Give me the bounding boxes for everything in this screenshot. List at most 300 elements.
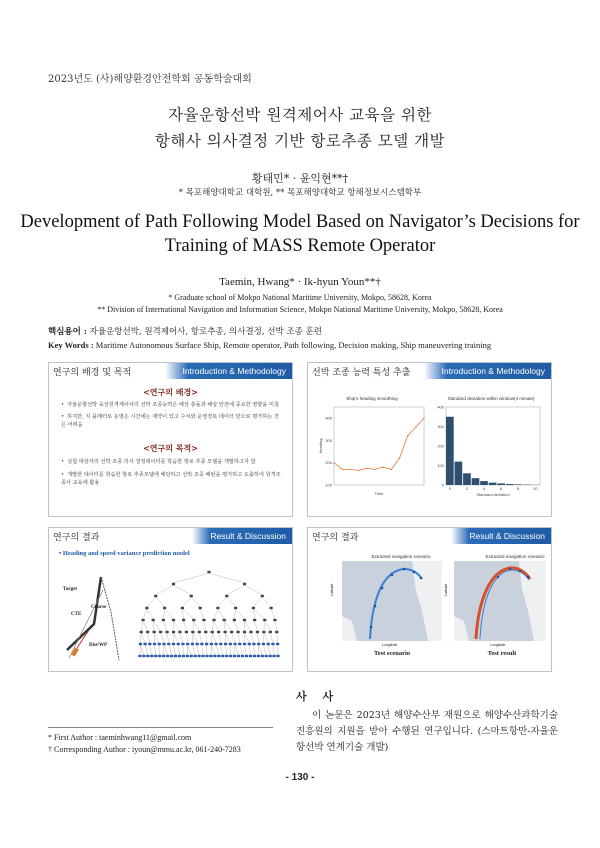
- tree-edge: [264, 633, 268, 643]
- heading-line-chart: [318, 401, 428, 501]
- tree-node: [162, 619, 165, 621]
- chart1-point: [391, 469, 392, 470]
- chart1-point: [399, 458, 400, 459]
- tree-edge: [174, 573, 210, 583]
- tree-node: [181, 643, 184, 645]
- chart2-bar: [463, 473, 471, 485]
- tree-node: [205, 643, 208, 645]
- tree-node: [211, 631, 214, 633]
- panel-title-korean: 연구의 배경 및 목적: [53, 367, 132, 378]
- tree-node: [236, 631, 239, 633]
- tree-node: [181, 607, 184, 609]
- chart2-ytick: 300: [437, 424, 444, 429]
- tree-node: [271, 643, 274, 645]
- tree-edge: [193, 621, 194, 631]
- tree-edge: [236, 609, 245, 619]
- map-test-scenario: [342, 561, 442, 641]
- tree-edge: [186, 633, 187, 643]
- tree-node: [209, 655, 212, 657]
- tree-node: [219, 643, 222, 645]
- tree-node: [196, 643, 199, 645]
- tree-node: [191, 631, 194, 633]
- map-test-result: [454, 561, 546, 641]
- tree-node: [140, 631, 143, 633]
- tree-node: [212, 619, 215, 621]
- purpose-item-2: • 개발한 데이터를 학습한 항로 추종모델에 해당하고 선박 조종 패턴을 평가하고 도출하여 원격조종사 교육에 활용: [61, 472, 281, 486]
- tree-node: [178, 655, 181, 657]
- tree-node: [243, 619, 246, 621]
- tree-node: [202, 619, 205, 621]
- tree-node: [215, 643, 218, 645]
- chart2-bar: [472, 478, 480, 485]
- tree-node: [230, 631, 233, 633]
- tree-node: [167, 643, 170, 645]
- caption-test-scenario: Test scenario: [373, 650, 411, 657]
- tree-node: [262, 643, 265, 645]
- tree-node: [198, 655, 201, 657]
- panel-title-english: Result & Discussion: [192, 528, 292, 544]
- tree-edge: [182, 609, 183, 619]
- chart1-point: [366, 468, 367, 469]
- tree-edge: [200, 609, 204, 619]
- tree-node: [154, 655, 157, 657]
- tree-edge: [234, 621, 238, 631]
- tree-node: [270, 607, 273, 609]
- decision-tree-diagram: [134, 564, 284, 668]
- tree-node: [153, 643, 156, 645]
- map1-xlabel: Longitude: [382, 643, 398, 647]
- tree-edge: [174, 621, 180, 631]
- tree-edge: [265, 621, 271, 631]
- tree-edge: [163, 621, 167, 631]
- tree-node: [252, 643, 255, 645]
- panel-title-korean: 연구의 결과: [53, 532, 100, 543]
- tree-edge: [257, 633, 258, 643]
- keywords-korean-label: 핵심용어 :: [48, 327, 87, 337]
- tree-edge: [255, 621, 258, 631]
- tree-edge: [197, 645, 199, 655]
- tree-edge: [145, 645, 148, 655]
- affiliation-english-1: * Graduate school of Mokpo National Maritime University, Mokpo, 58628, Korea: [168, 293, 432, 302]
- tree-edge: [209, 573, 245, 583]
- chart1-point: [382, 466, 383, 467]
- tree-edge: [259, 645, 263, 655]
- tree-node: [163, 607, 166, 609]
- tree-node: [177, 643, 180, 645]
- chart2-bar: [514, 484, 522, 485]
- tree-node: [261, 595, 264, 597]
- chart1-point: [350, 469, 351, 470]
- tree-node: [186, 643, 189, 645]
- footnote-corresponding-author: † Corresponding Author : iyoun@mmu.ac.kr, 061-240-7283: [48, 745, 241, 754]
- tree-node: [172, 643, 175, 645]
- tree-edge: [161, 633, 164, 643]
- tree-edge: [154, 633, 159, 643]
- tree-edge: [193, 633, 197, 643]
- tree-node: [213, 655, 216, 657]
- tree-node: [152, 619, 155, 621]
- tree-edge: [240, 645, 243, 655]
- tree-edge: [277, 633, 278, 643]
- chart2-ytick: 0: [441, 482, 444, 488]
- tree-edge: [199, 633, 202, 643]
- tree-edge: [227, 585, 245, 595]
- tree-edge: [232, 633, 235, 643]
- tree-node: [204, 631, 207, 633]
- tree-node: [243, 631, 246, 633]
- background-item-2: • 하지만, 지 플래터로 운영은 시간에는 제약이 있고 수치와 운영경로 데이터 만으로 평가하는 것은 어려움: [61, 414, 279, 428]
- tree-edge: [141, 633, 145, 643]
- tree-node: [267, 643, 270, 645]
- tree-edge: [184, 621, 187, 631]
- tree-node: [154, 595, 157, 597]
- map2-ylabel: Latitude: [444, 583, 448, 596]
- tree-node: [182, 619, 185, 621]
- map2-xlabel: Longitude: [490, 643, 506, 647]
- tree-node: [261, 655, 264, 657]
- keywords-korean-text: 자율운항선박, 원격제어사, 항로추종, 의사결정, 선박 조종 훈련: [89, 327, 322, 337]
- tree-edge: [140, 633, 141, 643]
- tree-node: [172, 631, 175, 633]
- tree-node: [224, 631, 227, 633]
- tree-edge: [140, 645, 144, 655]
- label-course: Course: [91, 605, 107, 610]
- chart1-point: [415, 426, 416, 427]
- tree-edge: [218, 609, 224, 619]
- tree-node: [174, 655, 177, 657]
- map1-ylabel: Latitude: [330, 583, 334, 596]
- tree-node: [165, 631, 168, 633]
- chart1-point: [374, 469, 375, 470]
- tree-node: [207, 571, 210, 573]
- tree-node: [199, 607, 202, 609]
- tree-node: [191, 643, 194, 645]
- keywords-korean: [48, 325, 322, 337]
- tree-node: [166, 655, 169, 657]
- tree-node: [200, 643, 203, 645]
- chart2-bar: [446, 417, 454, 485]
- tree-node: [263, 619, 266, 621]
- tree-edge: [141, 621, 143, 631]
- affiliation-english-2: ** Division of International Navigation and Information Science, Mokpo National Maritime University, Mokpo, 58628, Korea: [97, 305, 503, 314]
- keywords-english-label: Key Words :: [48, 340, 94, 350]
- tree-node: [229, 643, 232, 645]
- tree-edge: [263, 645, 266, 655]
- tree-edge: [245, 585, 263, 595]
- keywords-english-text: Maritime Autonomous Surface Ship, Remote operator, Path following, Decision making, Ship maneuvering training: [95, 340, 492, 350]
- tree-edge: [153, 621, 154, 631]
- tree-edge: [211, 633, 212, 643]
- tree-node: [198, 631, 201, 633]
- chart2-bar: [489, 483, 497, 485]
- chart1-xlabel: Time: [374, 491, 384, 496]
- tree-node: [194, 655, 197, 657]
- tree-edge: [235, 645, 239, 655]
- tree-node: [210, 643, 213, 645]
- tree-edge: [221, 645, 223, 655]
- tree-node: [262, 631, 265, 633]
- tree-edge: [163, 609, 164, 619]
- tree-node: [138, 655, 141, 657]
- chart2-xtick: 6: [500, 486, 503, 491]
- model-subtitle: • Heading and speed variance prediction model: [59, 550, 190, 557]
- chart2-bar: [497, 483, 505, 485]
- chart2-xtick: 4: [482, 486, 486, 491]
- title-korean-line2: 항해사 의사결정 기반 항로추종 모델 개발: [154, 132, 446, 150]
- page-number: - 130 -: [285, 772, 315, 783]
- tree-node: [190, 595, 193, 597]
- tree-edge: [262, 597, 271, 607]
- panel-header: [308, 363, 551, 379]
- chart1-point: [423, 417, 424, 418]
- tree-node: [238, 643, 241, 645]
- chart2-bar: [455, 462, 463, 485]
- chart1-ytick: 100: [325, 482, 332, 488]
- tree-edge: [169, 645, 172, 655]
- chart2-xtick: 2: [465, 486, 469, 491]
- tree-edge: [273, 645, 274, 655]
- authors-korean: 황태민* · 윤익현**†: [251, 172, 349, 185]
- tree-edge: [212, 633, 216, 643]
- tree-edge: [164, 645, 168, 655]
- chart2-xtick: 10: [533, 486, 538, 491]
- label-target: Target: [63, 587, 77, 592]
- tree-edge: [143, 609, 147, 619]
- tree-edge: [150, 645, 152, 655]
- tree-node: [253, 655, 256, 657]
- tree-node: [159, 631, 162, 633]
- tree-node: [273, 619, 276, 621]
- tree-node: [201, 655, 204, 657]
- chart1-point: [341, 469, 342, 470]
- tree-node: [172, 619, 175, 621]
- tree-node: [186, 655, 189, 657]
- tree-node: [190, 655, 193, 657]
- tree-edge: [165, 609, 174, 619]
- tree-edge: [226, 645, 227, 655]
- chart2-bar: [480, 481, 488, 485]
- tree-node: [257, 643, 260, 645]
- tree-node: [257, 655, 260, 657]
- tree-edge: [253, 609, 254, 619]
- path-following-diagram: [59, 562, 129, 667]
- tree-node: [205, 655, 208, 657]
- tree-node: [146, 631, 149, 633]
- tree-node: [146, 655, 149, 657]
- keywords-english: [48, 340, 491, 350]
- map2-title: Extracted navigation scenario: [485, 554, 545, 559]
- tree-node: [233, 655, 236, 657]
- panel-feature-extraction: [307, 362, 552, 517]
- chart2-xtick: 8: [517, 486, 520, 491]
- panel-title-korean: 연구의 결과: [312, 532, 359, 543]
- tree-edge: [214, 621, 219, 631]
- tree-node: [234, 607, 237, 609]
- tree-edge: [275, 621, 277, 631]
- footnote-divider: [48, 727, 273, 728]
- tree-edge: [224, 621, 231, 631]
- conference-header: 2023년도 (사)해양환경안전학회 공동학술대회: [48, 74, 252, 85]
- tree-edge: [178, 645, 179, 655]
- tree-edge: [264, 621, 265, 631]
- tree-node: [269, 655, 272, 657]
- tree-edge: [188, 645, 192, 655]
- tree-node: [243, 643, 246, 645]
- chart1-ylabel: Heading: [318, 438, 323, 454]
- tree-node: [225, 595, 228, 597]
- tree-node: [256, 631, 259, 633]
- acknowledgement-text: 이 논문은 2023년 해양수산부 재원으로 해양수산과학기술진흥원의 지원을 받아 수행된 연구입니다. (스마트항만-자율운항선박 연계기술 개발): [296, 710, 558, 753]
- chart1-point: [358, 470, 359, 471]
- tree-node: [241, 655, 244, 657]
- tree-node: [233, 643, 236, 645]
- tree-edge: [191, 597, 200, 607]
- tree-node: [224, 643, 227, 645]
- tree-node: [150, 655, 153, 657]
- tree-edge: [219, 633, 221, 643]
- tree-edge: [212, 621, 214, 631]
- tree-node: [249, 655, 252, 657]
- tree-node: [178, 631, 181, 633]
- std-histogram-chart: [432, 401, 544, 501]
- tree-node: [141, 619, 144, 621]
- tree-node: [252, 607, 255, 609]
- tree-node: [182, 655, 185, 657]
- purpose-item-1: • 실험 대상자의 선박 조종 의사 결정데이터를 학습한 항로 추종 모델을 개발하고자 함: [61, 459, 256, 465]
- tree-node: [225, 655, 228, 657]
- chart1-ytick: 400: [325, 415, 332, 421]
- tree-edge: [216, 645, 219, 655]
- tree-edge: [268, 645, 270, 655]
- tree-node: [248, 643, 251, 645]
- tree-edge: [271, 609, 275, 619]
- tree-node: [223, 619, 226, 621]
- panel-title-korean: 선박 조종 능력 특성 추출: [312, 367, 411, 378]
- chart2-xtick: 0: [448, 486, 451, 491]
- tree-edge: [253, 609, 264, 619]
- chart2-title: Standard deviation within window(4 minute): [447, 396, 535, 401]
- chart1-point: [407, 435, 408, 436]
- tree-edge: [194, 621, 200, 631]
- tree-node: [217, 655, 220, 657]
- affiliation-korean: * 목포해양대학교 대학원, ** 목포해양대학교 항해정보시스템학부: [178, 188, 422, 198]
- tree-node: [233, 619, 236, 621]
- tree-edge: [234, 609, 235, 619]
- tree-edge: [167, 633, 169, 643]
- tree-node: [162, 655, 165, 657]
- tree-node: [139, 643, 142, 645]
- tree-node: [249, 631, 252, 633]
- title-english-line2: Training of MASS Remote Operator: [164, 236, 436, 256]
- tree-edge: [227, 597, 236, 607]
- chart1-title: Ship's heading smoothing: [346, 396, 398, 401]
- tree-node: [229, 655, 232, 657]
- title-english-line1: Development of Path Following Model Based on Navigator’s Decisions for: [20, 212, 580, 232]
- tree-edge: [245, 633, 250, 643]
- tree-edge: [174, 645, 176, 655]
- tree-edge: [155, 645, 156, 655]
- tree-node: [172, 583, 175, 585]
- panel-header: [49, 528, 292, 544]
- tree-node: [192, 619, 195, 621]
- tree-edge: [148, 633, 150, 643]
- tree-edge: [174, 585, 192, 595]
- tree-edge: [249, 645, 250, 655]
- tree-edge: [253, 597, 262, 607]
- tree-edge: [206, 633, 207, 643]
- tree-node: [245, 655, 248, 657]
- chart2-ytick: 400: [437, 404, 444, 410]
- footnote-first-author: * First Author : taeminhwang11@gmail.com: [48, 733, 192, 742]
- tree-edge: [245, 621, 251, 631]
- chart1-ytick: 300: [325, 437, 332, 443]
- tree-edge: [156, 585, 174, 595]
- tree-edge: [182, 597, 191, 607]
- tree-edge: [192, 645, 195, 655]
- caption-test-result: Test result: [487, 650, 517, 657]
- panel-header: [49, 363, 292, 379]
- tree-edge: [180, 633, 183, 643]
- tree-node: [145, 607, 148, 609]
- panel-header: [308, 528, 551, 544]
- tree-edge: [202, 645, 203, 655]
- panel-title-english: Introduction & Methodology: [424, 363, 551, 379]
- chart2-ytick: 200: [437, 443, 444, 449]
- tree-node: [237, 655, 240, 657]
- tree-edge: [143, 621, 148, 631]
- panel-introduction: [48, 362, 293, 517]
- tree-node: [158, 655, 161, 657]
- tree-edge: [211, 645, 215, 655]
- tree-node: [221, 655, 224, 657]
- tree-node: [265, 655, 268, 657]
- tree-edge: [182, 609, 193, 619]
- panel-title-english: Result & Discussion: [451, 528, 551, 544]
- panel-title-english: Introduction & Methodology: [165, 363, 292, 379]
- tree-edge: [225, 633, 230, 643]
- map1-title: Extracted navigation scenario: [371, 554, 431, 559]
- background-item-1: • 자율운항선박 육상원격제어사의 선박 조종능력은 해상 충돌과 해상 안전에 중요한 영향을 미칠: [61, 402, 279, 408]
- tree-edge: [174, 633, 179, 643]
- tree-node: [142, 655, 145, 657]
- tree-node: [243, 583, 246, 585]
- tree-node: [217, 631, 220, 633]
- tree-edge: [238, 633, 240, 643]
- label-dist-wp: Dist/WP: [89, 643, 108, 648]
- tree-node: [185, 631, 188, 633]
- chart1-point: [333, 462, 334, 463]
- tree-node: [158, 643, 161, 645]
- tree-edge: [245, 645, 247, 655]
- tree-edge: [204, 621, 206, 631]
- chart1-ytick: 200: [325, 460, 332, 466]
- purpose-heading: <연구의 목적>: [143, 443, 198, 453]
- chart2-ytick: 100: [437, 463, 444, 468]
- tree-node: [144, 643, 147, 645]
- tree-node: [153, 631, 156, 633]
- tree-edge: [153, 621, 160, 631]
- title-korean-line1: 자율운항선박 원격제어사 교육을 위한: [168, 106, 432, 124]
- chart2-xlabel: Standard deviation: [476, 492, 510, 497]
- tree-edge: [251, 633, 254, 643]
- tree-edge: [147, 609, 153, 619]
- label-cte: CTE: [71, 612, 82, 617]
- tree-node: [276, 655, 279, 657]
- tree-edge: [270, 633, 273, 643]
- acknowledgement-title: 사 사: [296, 690, 340, 703]
- tree-node: [170, 655, 173, 657]
- tree-edge: [156, 597, 165, 607]
